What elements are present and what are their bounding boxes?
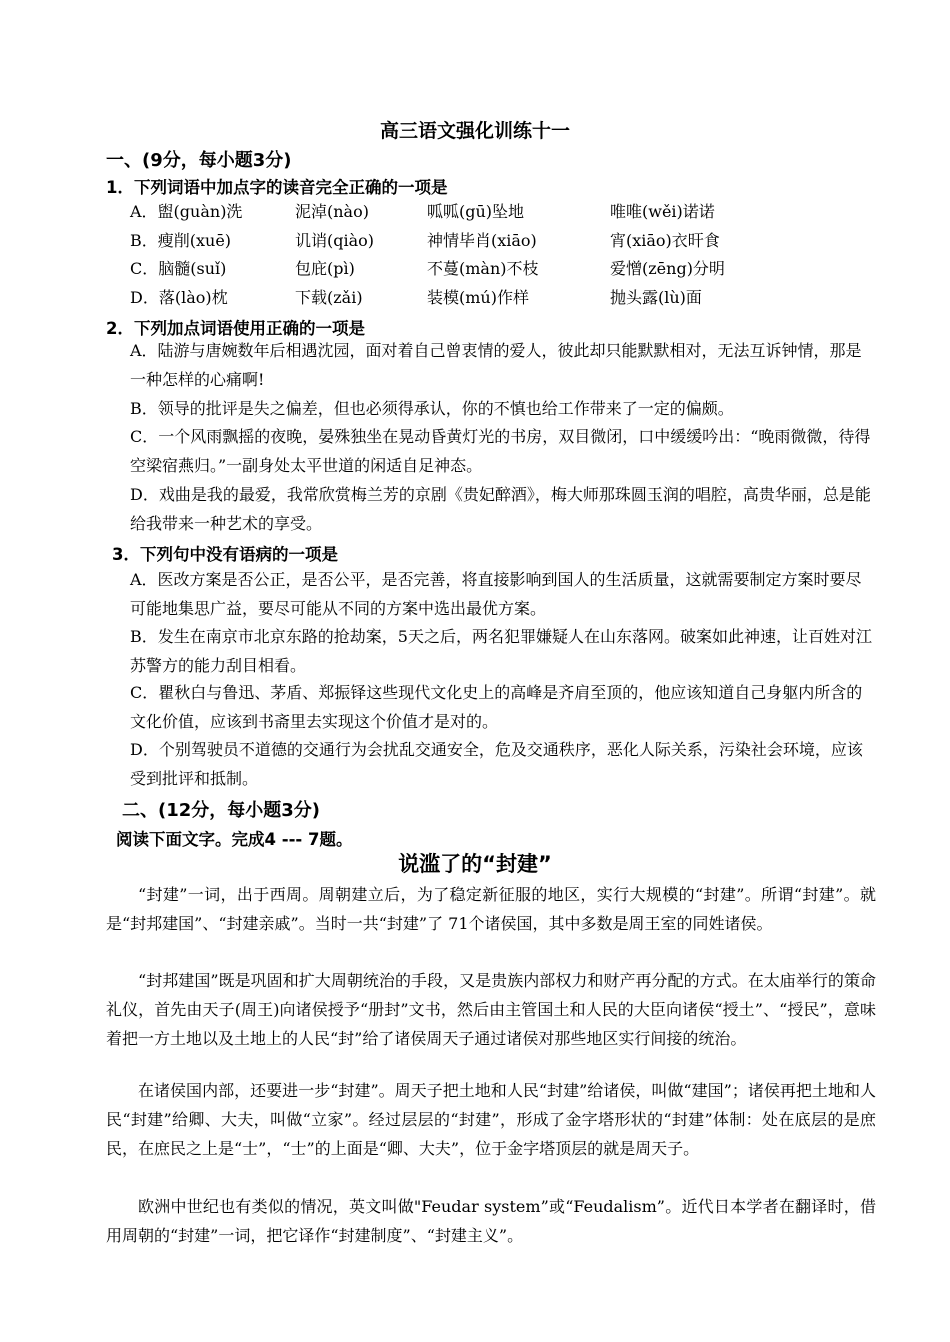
q1-c-3: 不蔓(màn)不枝 <box>427 259 539 278</box>
article-paragraph-1: “封建”一词，出于西周。周朝建立后，为了稳定新征服的地区，实行大规模的“封建”。所谓“封建”。就是“封邦建国”、“封建亲戚”。当时一共“封建”了 71个诸侯国，其中多数是周王室的同姓诸侯。 <box>106 885 876 933</box>
q1-b-3: 神情毕肖(xiāo) <box>427 231 537 250</box>
reading-instruction: 阅读下面文字。完成4 --- 7题。 <box>116 830 353 849</box>
article-title: 说滥了的“封建” <box>398 852 552 876</box>
article-paragraph-2: “封邦建国”既是巩固和扩大周朝统治的手段，又是贵族内部权力和财产再分配的方式。在太庙举行的策命礼仪，首先由天子(周王)向诸侯授予“册封”文书，然后由主管国土和人民的大臣向诸侯“授土”、“授民”，意味着把一方土地以及土地上的人民“封”给了诸侯周天子通过诸侯对那些地区实行间接的统治。 <box>106 971 876 1048</box>
question-3-option-c: C．瞿秋白与鲁迅、茅盾、郑振铎这些现代文化史上的高峰是齐肩至顶的，他应该知道自己身躯内所含的文化价值，应该到书斋里去实现这个价值才是对的。 <box>130 683 863 731</box>
article-paragraph-3: 在诸侯国内部，还要进一步“封建”。周天子把土地和人民“封建”给诸侯，叫做“建国”；诸侯再把土地和人民“封建”给卿、大夫，叫做“立家”。经过层层的“封建”，形成了金字塔形状的“封建”体制：处在底层的是庶民，在庶民之上是“士”，“士”的上面是“卿、大夫”，位于金字塔顶层的就是周天子。 <box>106 1081 876 1158</box>
question-2-option-b: B．领导的批评是失之偏差，但也必须得承认，你的不慎也给工作带来了一定的偏颇。 <box>130 399 734 418</box>
question-2-option-c: C．一个风雨飘摇的夜晚，晏殊独坐在晃动昏黄灯光的书房，双目微闭，口中缓缓吟出：“晚雨微微，待得空梁宿燕归。”一副身处太平世道的闲适自足神态。 <box>130 427 871 475</box>
question-1-stem: 1．下列词语中加点字的读音完全正确的一项是 <box>106 178 448 197</box>
q1-c-1: C．脑髓(suǐ) <box>130 259 227 278</box>
q1-d-4: 抛头露(lù)面 <box>610 288 702 307</box>
q1-d-2: 下载(zǎi) <box>295 288 363 307</box>
q1-a-1: A．盥(guàn)洗 <box>130 202 243 221</box>
q1-d-3: 装模(mú)作样 <box>427 288 529 307</box>
q1-b-4: 宵(xiāo)衣旰食 <box>610 231 720 250</box>
q1-b-1: B．瘦削(xuē) <box>130 231 232 250</box>
question-3-stem: 3．下列句中没有语病的一项是 <box>112 545 338 564</box>
q1-c-4: 爱憎(zēng)分明 <box>610 259 725 278</box>
q1-a-3: 呱呱(gū)坠地 <box>427 202 525 221</box>
q1-a-4: 唯唯(wěi)诺诺 <box>610 202 715 221</box>
q1-c-2: 包庇(pì) <box>295 259 355 278</box>
question-2-option-a: A．陆游与唐婉数年后相遇沈园，面对着自己曾衷情的爱人，彼此却只能默默相对，无法互诉钟情，那是一种怎样的心痛啊! <box>130 341 862 389</box>
q1-d-1: D．落(lào)枕 <box>130 288 228 307</box>
question-2-stem: 2．下列加点词语使用正确的一项是 <box>106 319 365 338</box>
question-3-option-a: A．医改方案是否公正，是否公平，是否完善，将直接影响到国人的生活质量，这就需要制定方案时要尽可能地集思广益，要尽可能从不同的方案中选出最优方案。 <box>130 570 862 618</box>
question-2-option-d: D．戏曲是我的最爱，我常欣赏梅兰芳的京剧《贵妃醉酒》，梅大师那珠圆玉润的唱腔，高贵华丽，总是能给我带来一种艺术的享受。 <box>130 485 871 533</box>
page-title: 高三语文强化训练十一 <box>379 120 570 142</box>
question-3-option-d: D．个别驾驶员不道德的交通行为会扰乱交通安全，危及交通秩序，恶化人际关系，污染社会环境，应该受到批评和抵制。 <box>130 740 863 788</box>
section-two-heading: 二、(12分，每小题3分) <box>122 800 321 821</box>
q1-a-2: 泥淖(nào) <box>295 202 369 221</box>
q1-b-2: 讥诮(qiào) <box>295 231 375 250</box>
question-3-option-b: B．发生在南京市北京东路的抢劫案，5天之后，两名犯罪嫌疑人在山东落网。破案如此神速，让百姓对江苏警方的能力刮目相看。 <box>130 627 872 675</box>
article-paragraph-4: 欧洲中世纪也有类似的情况，英文叫做"Feudar system”或“Feudalism”。近代日本学者在翻译时，借用周朝的“封建”一词，把它译作“封建制度”、“封建主义”。 <box>106 1197 876 1245</box>
section-one-heading: 一、(9分，每小题3分) <box>106 150 292 171</box>
